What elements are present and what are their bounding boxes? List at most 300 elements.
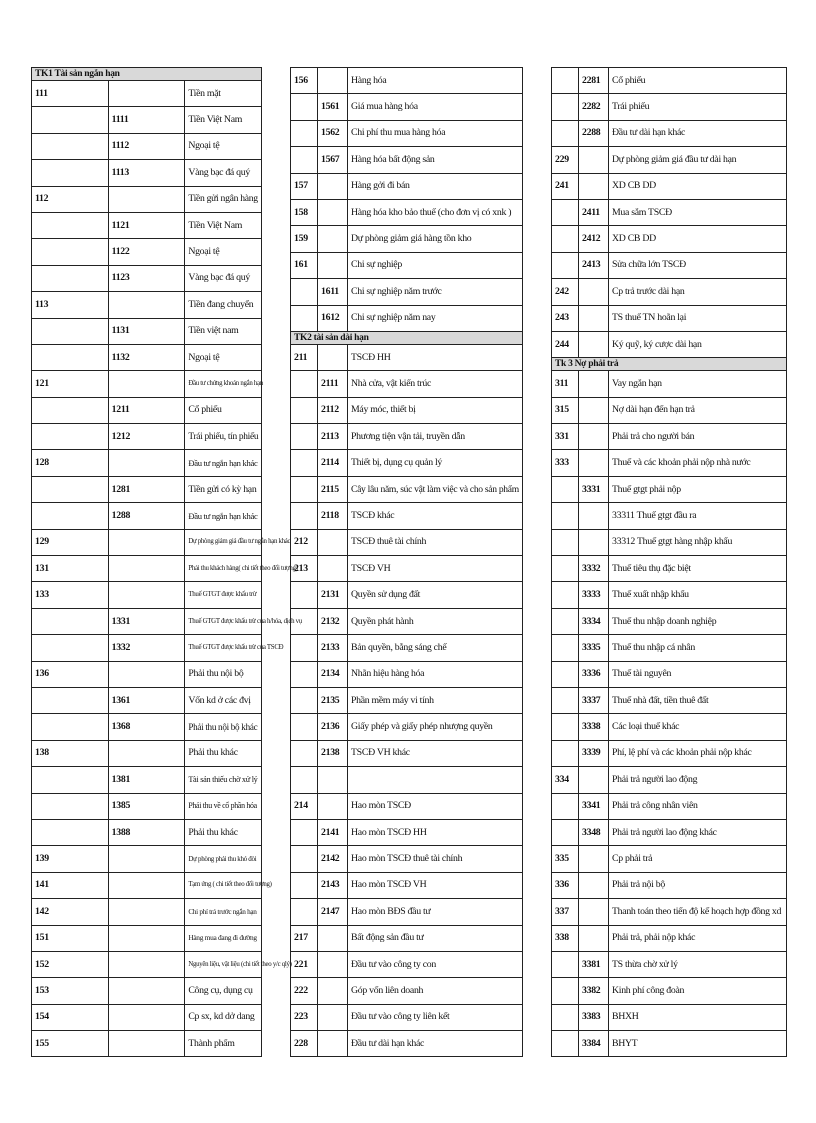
account-code <box>552 252 579 278</box>
subaccount-code: 3333 <box>579 582 609 608</box>
subaccount-code <box>579 529 609 555</box>
account-name: Phải trả người lao động <box>609 767 787 793</box>
account-code: 121 <box>32 371 109 397</box>
account-name: Dự phòng giảm giá đầu tư dài hạn <box>609 147 787 173</box>
account-row <box>291 68 523 94</box>
account-code <box>291 582 318 608</box>
account-name: BHYT <box>609 1031 787 1057</box>
account-code <box>32 476 109 502</box>
account-row <box>291 305 523 331</box>
subaccount-code: 3339 <box>579 740 609 766</box>
account-name: Phải trả nội bộ <box>609 872 787 898</box>
account-name: Cp trả trước dài hạn <box>609 279 787 305</box>
account-row <box>552 226 787 252</box>
account-code: 152 <box>32 951 109 977</box>
subaccount-code: 2118 <box>318 503 348 529</box>
account-row <box>32 872 262 898</box>
subaccount-code <box>108 661 185 687</box>
account-row <box>32 212 262 238</box>
account-code <box>291 147 318 173</box>
account-code: 222 <box>291 978 318 1004</box>
account-name: Thành phẩm <box>185 1031 262 1057</box>
account-name: Phương tiện vận tải, truyền dẫn <box>348 424 523 450</box>
account-name: Chi sự nghiệp năm trước <box>348 279 523 305</box>
subaccount-code: 2115 <box>318 476 348 502</box>
account-row <box>291 899 523 925</box>
account-name: Vàng bạc đá quý <box>185 265 262 291</box>
account-code <box>291 279 318 305</box>
account-row <box>552 687 787 713</box>
account-name: Ngoại tệ <box>185 239 262 265</box>
account-code <box>291 397 318 423</box>
account-name: Dự phòng phải thu khó đòi <box>185 846 262 872</box>
account-name: Tiền gửi ngân hàng <box>185 186 262 212</box>
account-row <box>291 793 523 819</box>
account-name: Phải trả, phải nộp khác <box>609 925 787 951</box>
account-row <box>291 1004 523 1030</box>
subaccount-code: 2134 <box>318 661 348 687</box>
account-row <box>32 608 262 634</box>
account-code: 158 <box>291 199 318 225</box>
account-row <box>291 556 523 582</box>
account-code: 156 <box>291 68 318 94</box>
account-row <box>32 793 262 819</box>
account-name: Tiền Việt Nam <box>185 212 262 238</box>
account-name: Bất động sản đầu tư <box>348 925 523 951</box>
subaccount-code <box>108 81 185 107</box>
subaccount-code: 1281 <box>108 476 185 502</box>
subaccount-code <box>318 1004 348 1030</box>
account-row <box>552 714 787 740</box>
account-row <box>552 68 787 94</box>
account-row <box>552 397 787 423</box>
account-code <box>32 212 109 238</box>
subaccount-code: 2132 <box>318 608 348 634</box>
account-code: 223 <box>291 1004 318 1030</box>
account-code <box>32 687 109 713</box>
account-row <box>291 925 523 951</box>
account-name: Phải trả công nhân viên <box>609 793 787 819</box>
account-row <box>291 397 523 423</box>
account-code: 139 <box>32 846 109 872</box>
account-code: 161 <box>291 252 318 278</box>
subaccount-code <box>318 793 348 819</box>
account-name: Quyền sử dụng đất <box>348 582 523 608</box>
account-name: Phải trả người lao động khác <box>609 819 787 845</box>
account-name: Đầu tư vào công ty con <box>348 951 523 977</box>
account-name: 33312 Thuế gtgt hàng nhập khẩu <box>609 529 787 555</box>
account-row <box>291 424 523 450</box>
account-code <box>552 951 579 977</box>
account-code <box>32 608 109 634</box>
account-code <box>32 344 109 370</box>
subaccount-code: 1131 <box>108 318 185 344</box>
account-code <box>291 503 318 529</box>
account-code: 229 <box>552 147 579 173</box>
subaccount-code <box>579 147 609 173</box>
subaccount-code: 1561 <box>318 94 348 120</box>
account-row <box>32 424 262 450</box>
account-name: Dự phòng giảm giá hàng tồn kho <box>348 226 523 252</box>
account-name: Cổ phiếu <box>185 397 262 423</box>
account-code <box>552 68 579 94</box>
subaccount-code: 1112 <box>108 133 185 159</box>
account-name: Hàng gởi đi bán <box>348 173 523 199</box>
account-row <box>291 819 523 845</box>
subaccount-code: 1123 <box>108 265 185 291</box>
account-code <box>291 424 318 450</box>
account-name: Giá mua hàng hóa <box>348 94 523 120</box>
account-row <box>291 503 523 529</box>
account-code <box>32 424 109 450</box>
account-row <box>32 81 262 107</box>
account-name: Nhãn hiệu hàng hóa <box>348 661 523 687</box>
subaccount-code: 1288 <box>108 503 185 529</box>
account-row <box>32 556 262 582</box>
account-code <box>32 160 109 186</box>
account-name: Đầu tư dài hạn khác <box>609 120 787 146</box>
account-row <box>291 582 523 608</box>
account-row <box>552 1031 787 1057</box>
account-name: Tài sản thiếu chờ xử lý <box>185 767 262 793</box>
subaccount-code: 1385 <box>108 793 185 819</box>
account-row <box>552 819 787 845</box>
account-name: TS thừa chờ xử lý <box>609 951 787 977</box>
subaccount-code: 1113 <box>108 160 185 186</box>
account-name: Ngoại tệ <box>185 133 262 159</box>
account-code <box>552 226 579 252</box>
subaccount-code: 3384 <box>579 1031 609 1057</box>
account-name: Thuế nhà đất, tiền thuê đất <box>609 687 787 713</box>
account-name: Mua sắm TSCĐ <box>609 199 787 225</box>
account-code: 155 <box>32 1031 109 1057</box>
account-row <box>552 1004 787 1030</box>
account-row <box>552 951 787 977</box>
account-row <box>291 846 523 872</box>
subaccount-code <box>318 925 348 951</box>
account-row <box>552 635 787 661</box>
account-row <box>291 120 523 146</box>
account-code: 111 <box>32 81 109 107</box>
subaccount-code: 1121 <box>108 212 185 238</box>
account-code: 242 <box>552 279 579 305</box>
subaccount-code: 2112 <box>318 397 348 423</box>
account-name: Thanh toán theo tiến độ kế hoạch hợp đồng xd <box>609 899 787 925</box>
account-row <box>552 305 787 331</box>
account-row <box>552 424 787 450</box>
account-name: 33311 Thuế gtgt đầu ra <box>609 503 787 529</box>
account-row <box>32 371 262 397</box>
account-row <box>32 1004 262 1030</box>
account-code <box>552 476 579 502</box>
account-code: 333 <box>552 450 579 476</box>
account-row <box>291 147 523 173</box>
account-row <box>32 318 262 344</box>
account-name: Phải thu khác <box>185 740 262 766</box>
subaccount-code <box>108 556 185 582</box>
account-row <box>552 94 787 120</box>
subaccount-code <box>108 925 185 951</box>
account-name: Phải thu nội bộ khác <box>185 714 262 740</box>
account-code <box>552 199 579 225</box>
subaccount-code: 1611 <box>318 279 348 305</box>
account-code: 157 <box>291 173 318 199</box>
account-code <box>552 1031 579 1057</box>
account-name: Cổ phiếu <box>609 68 787 94</box>
account-row <box>552 661 787 687</box>
account-code <box>291 767 318 793</box>
subaccount-code <box>579 872 609 898</box>
account-name: Đầu tư ngắn hạn khác <box>185 450 262 476</box>
account-name: Thuế tiêu thụ đặc biệt <box>609 556 787 582</box>
account-row <box>552 279 787 305</box>
account-row <box>552 120 787 146</box>
account-code <box>291 687 318 713</box>
account-name: Nợ dài hạn đến hạn trả <box>609 397 787 423</box>
account-name: Vay ngắn hạn <box>609 371 787 397</box>
subaccount-code: 1132 <box>108 344 185 370</box>
account-row <box>291 173 523 199</box>
subaccount-code <box>318 767 348 793</box>
account-row <box>32 503 262 529</box>
subaccount-code: 1612 <box>318 305 348 331</box>
account-code <box>32 239 109 265</box>
subaccount-code <box>108 1004 185 1030</box>
account-row <box>32 978 262 1004</box>
account-code: 151 <box>32 925 109 951</box>
account-code <box>552 740 579 766</box>
subaccount-code <box>318 978 348 1004</box>
account-code <box>32 503 109 529</box>
subaccount-code: 3336 <box>579 661 609 687</box>
subaccount-code: 2114 <box>318 450 348 476</box>
account-code <box>291 872 318 898</box>
account-name: Hàng hóa bất động sản <box>348 147 523 173</box>
account-code <box>552 687 579 713</box>
account-name: Chi phí thu mua hàng hóa <box>348 120 523 146</box>
subaccount-code <box>108 1031 185 1057</box>
account-code <box>552 714 579 740</box>
account-row <box>552 147 787 173</box>
subaccount-code <box>579 899 609 925</box>
account-code: 136 <box>32 661 109 687</box>
subaccount-code: 3337 <box>579 687 609 713</box>
subaccount-code: 2413 <box>579 252 609 278</box>
account-code <box>291 608 318 634</box>
account-name: XD CB DD <box>609 173 787 199</box>
account-code <box>291 740 318 766</box>
subaccount-code: 3383 <box>579 1004 609 1030</box>
account-row <box>32 661 262 687</box>
account-code <box>291 714 318 740</box>
account-code: 315 <box>552 397 579 423</box>
account-name: Thuế GTGT được khấu trừ của h/hóa, dịch vụ <box>185 608 262 634</box>
subaccount-code: 2133 <box>318 635 348 661</box>
account-name: TSCĐ thuê tài chính <box>348 529 523 555</box>
account-name: Thuế và các khoản phải nộp nhà nước <box>609 450 787 476</box>
account-name: Ngoại tệ <box>185 344 262 370</box>
subaccount-code: 3338 <box>579 714 609 740</box>
account-row <box>32 582 262 608</box>
subaccount-code <box>579 331 609 357</box>
account-name <box>348 767 523 793</box>
account-code <box>552 503 579 529</box>
account-name: Tiền Việt Nam <box>185 107 262 133</box>
account-row <box>291 226 523 252</box>
account-code: 217 <box>291 925 318 951</box>
account-code <box>32 793 109 819</box>
subaccount-code: 1567 <box>318 147 348 173</box>
account-row <box>32 1031 262 1057</box>
account-name: Thuế tài nguyên <box>609 661 787 687</box>
account-name: Các loại thuế khác <box>609 714 787 740</box>
section-title: TK1 Tài sản ngắn hạn <box>32 68 262 81</box>
section-title: Tk 3 Nợ phải trả <box>552 358 787 371</box>
subaccount-code <box>108 899 185 925</box>
account-name: Hao mòn BĐS đầu tư <box>348 899 523 925</box>
subaccount-code <box>108 951 185 977</box>
account-name: BHXH <box>609 1004 787 1030</box>
subaccount-code: 1122 <box>108 239 185 265</box>
account-code <box>32 714 109 740</box>
account-row <box>291 371 523 397</box>
account-code: 244 <box>552 331 579 357</box>
subaccount-code: 2411 <box>579 199 609 225</box>
subaccount-code <box>579 424 609 450</box>
account-row <box>32 265 262 291</box>
section-header-row <box>32 68 262 81</box>
subaccount-code: 1562 <box>318 120 348 146</box>
subaccount-code <box>108 371 185 397</box>
account-name: Phí, lệ phí và các khoản phải nộp khác <box>609 740 787 766</box>
subaccount-code: 3332 <box>579 556 609 582</box>
account-row <box>32 740 262 766</box>
subaccount-code: 2113 <box>318 424 348 450</box>
account-name: TSCĐ HH <box>348 344 523 370</box>
subaccount-code: 2282 <box>579 94 609 120</box>
account-row <box>291 94 523 120</box>
section-title: TK2 tài sản dài hạn <box>291 331 523 344</box>
account-row <box>291 714 523 740</box>
account-row <box>32 714 262 740</box>
account-name: Hàng hóa kho bảo thuế (cho đơn vị có xnk ) <box>348 199 523 225</box>
account-name: Cp sx, kd dở dang <box>185 1004 262 1030</box>
account-row <box>291 450 523 476</box>
account-row <box>552 925 787 951</box>
subaccount-code: 2281 <box>579 68 609 94</box>
account-code: 336 <box>552 872 579 898</box>
subaccount-code: 1332 <box>108 635 185 661</box>
account-name: Tiền mặt <box>185 81 262 107</box>
subaccount-code: 2412 <box>579 226 609 252</box>
account-code <box>32 767 109 793</box>
account-name: Trái phiếu <box>609 94 787 120</box>
account-row <box>291 951 523 977</box>
account-code <box>291 476 318 502</box>
account-table-column-2 <box>290 67 523 1057</box>
subaccount-code <box>579 279 609 305</box>
account-name: Hao mòn TSCĐ VH <box>348 872 523 898</box>
account-name: Quyền phát hành <box>348 608 523 634</box>
account-name: TS thuế TN hoãn lại <box>609 305 787 331</box>
account-row <box>32 344 262 370</box>
account-name: Nguyên liệu, vật liệu (chi tiết theo y/c qlý) <box>185 951 262 977</box>
account-code <box>291 846 318 872</box>
account-row <box>32 899 262 925</box>
account-code: 133 <box>32 582 109 608</box>
account-row <box>32 767 262 793</box>
account-name: Tiền việt nam <box>185 318 262 344</box>
subaccount-code <box>579 450 609 476</box>
account-row <box>552 608 787 634</box>
subaccount-code <box>318 556 348 582</box>
account-row <box>291 740 523 766</box>
subaccount-code <box>579 371 609 397</box>
account-name: Nhà cửa, vật kiến trúc <box>348 371 523 397</box>
account-name: TSCĐ VH khác <box>348 740 523 766</box>
account-row <box>32 107 262 133</box>
subaccount-code <box>108 186 185 212</box>
account-row <box>291 279 523 305</box>
account-name: Phải thu nội bộ <box>185 661 262 687</box>
account-code: 212 <box>291 529 318 555</box>
account-name: Thuế thu nhập doanh nghiệp <box>609 608 787 634</box>
account-name: Đầu tư dài hạn khác <box>348 1031 523 1057</box>
account-row <box>552 582 787 608</box>
account-row <box>32 133 262 159</box>
subaccount-code: 3334 <box>579 608 609 634</box>
account-code: 129 <box>32 529 109 555</box>
subaccount-code: 1331 <box>108 608 185 634</box>
account-name: Trái phiếu, tín phiếu <box>185 424 262 450</box>
account-row <box>291 252 523 278</box>
account-row <box>552 450 787 476</box>
account-code: 243 <box>552 305 579 331</box>
account-row <box>552 899 787 925</box>
subaccount-code <box>108 582 185 608</box>
account-name: Phần mềm máy vi tính <box>348 687 523 713</box>
account-name: Ký quỹ, ký cược dài hạn <box>609 331 787 357</box>
account-row <box>32 687 262 713</box>
account-row <box>552 793 787 819</box>
account-name: Thuế thu nhập cá nhân <box>609 635 787 661</box>
subaccount-code <box>108 846 185 872</box>
account-row <box>552 371 787 397</box>
account-row <box>552 529 787 555</box>
subaccount-code <box>579 767 609 793</box>
account-table <box>290 67 523 1057</box>
account-code <box>32 133 109 159</box>
account-name: Hàng mua đang đi đường <box>185 925 262 951</box>
subaccount-code <box>318 529 348 555</box>
subaccount-code: 2288 <box>579 120 609 146</box>
account-code <box>552 819 579 845</box>
account-code <box>552 582 579 608</box>
account-name: Đầu tư vào công ty liên kết <box>348 1004 523 1030</box>
account-row <box>552 872 787 898</box>
subaccount-code <box>579 173 609 199</box>
account-name: Chi sự nghiệp năm nay <box>348 305 523 331</box>
subaccount-code: 1368 <box>108 714 185 740</box>
account-code: 331 <box>552 424 579 450</box>
account-row <box>32 239 262 265</box>
subaccount-code: 2138 <box>318 740 348 766</box>
subaccount-code <box>108 872 185 898</box>
subaccount-code: 1388 <box>108 819 185 845</box>
account-code: 241 <box>552 173 579 199</box>
account-row <box>291 661 523 687</box>
account-code: 334 <box>552 767 579 793</box>
